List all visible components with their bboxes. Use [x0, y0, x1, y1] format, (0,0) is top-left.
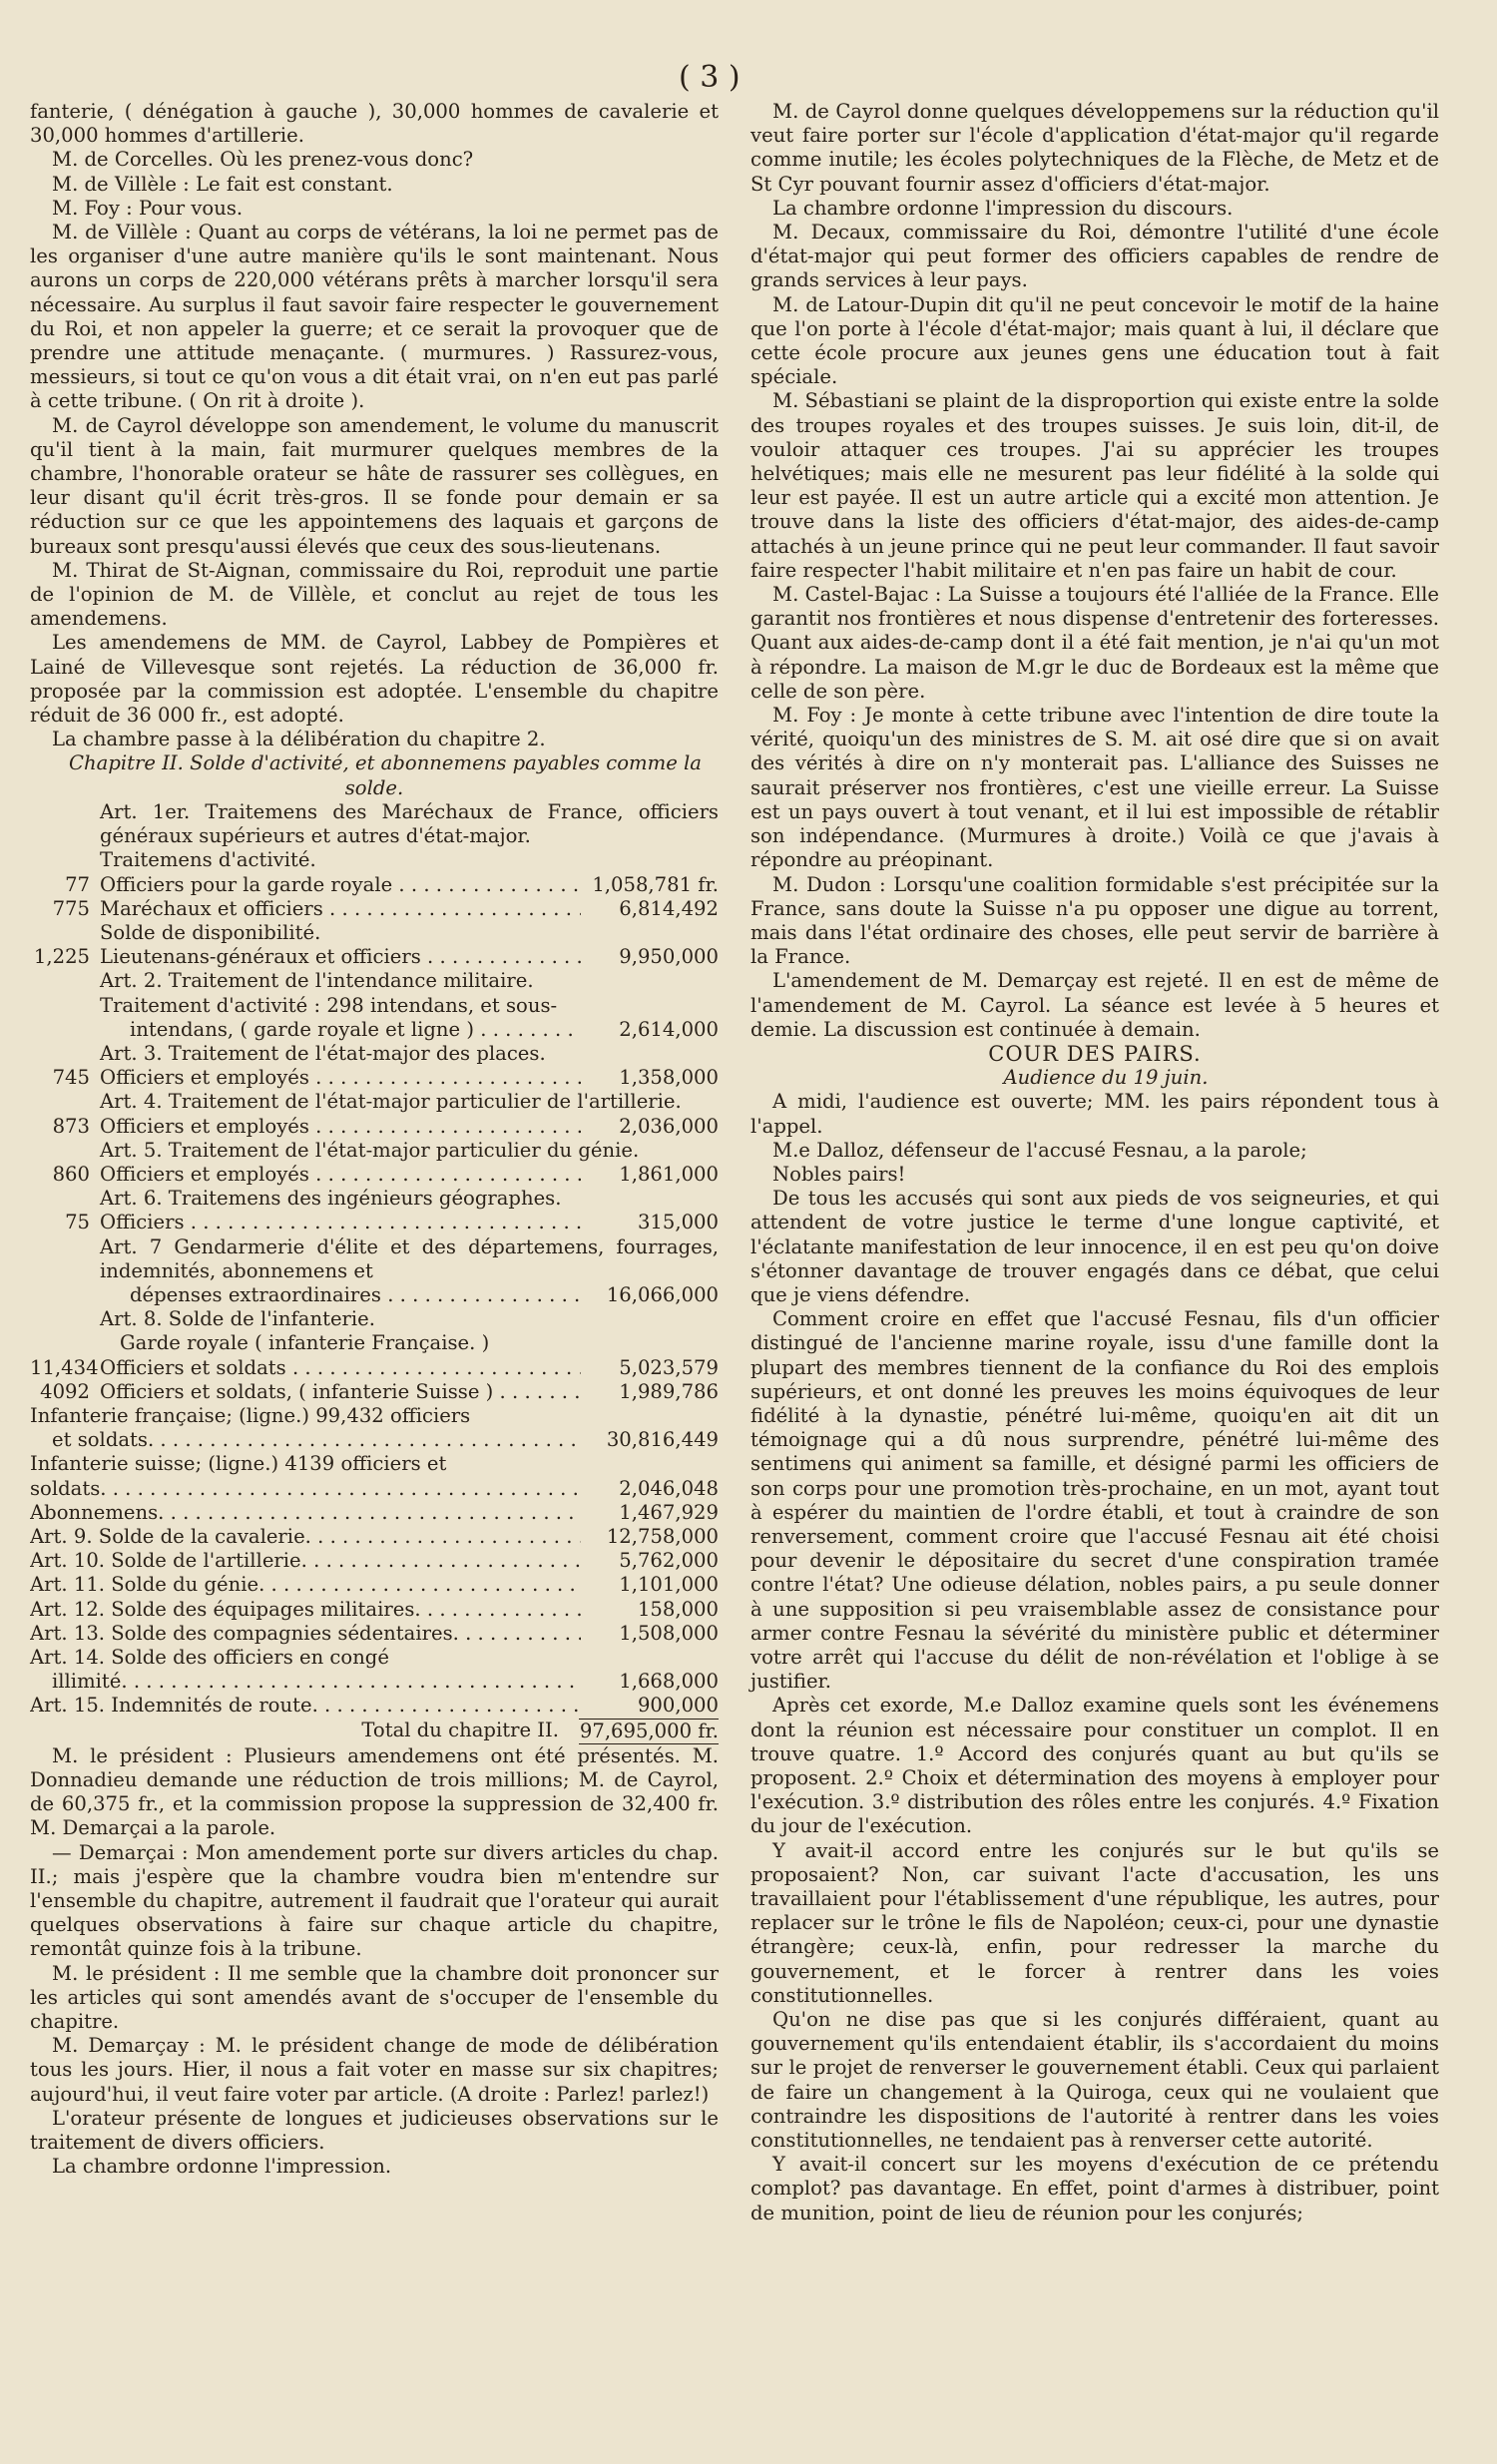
article-heading: Art. 5. Traitement de l'état-major particulier du génie. [100, 1138, 640, 1162]
budget-row: Art. 13. Solde des compagnies sédentaires. . . . 1,508,000 [30, 1622, 719, 1646]
article-text: Infanterie française; (ligne.) 99,432 officiers [30, 1403, 471, 1427]
paragraph: — Demarçai : Mon amendement porte sur divers articles du chap. II.; mais j'espère que la chambre voudra bien m'entendre sur l'ensemble du chapitre, autrement il faudrait que l'orateur qui aurait quelques observations à faire sur chaque article du chapitre, remontât quinze fois à la tribune. [30, 1840, 719, 1961]
paragraph: De tous les accusés qui sont aux pieds de vos seigneuries, et qui attendent de votre justice le terme d'une longue captivité, et l'éclatante manifestation de leur innocence, il en est peu qu'on doive s'étonner davantage de trouver engagés dans ce débat, que celui que je viens défendre. [750, 1187, 1439, 1306]
paragraph: M. Demarçay : M. le président change de mode de délibération tous les jours. Hier, il nous a fait voter en masse sur six chapitres; aujourd'hui, il veut faire voter par article. (A droite : Parlez! parlez!) [30, 2034, 719, 2106]
budget-row: 11,434 Officiers et soldats . . . 5,023,579 [30, 1356, 719, 1380]
paragraph: Y avait-il concert sur les moyens d'exécution de ce prétendu complot? pas davantage. En effet, point d'armes à distribuer, point de munition, point de lieu de réunion pour les conjurés; [750, 2153, 1439, 2224]
budget-row: et soldats. . . . 30,816,449 [30, 1428, 719, 1452]
paragraph: M. de Latour-Dupin dit qu'il ne peut concevoir le motif de la haine que l'on porte à l'école d'état-major; mais quant à lui, il déclare que cette école procure aux jeunes gens une éducation tout à fait spéciale. [750, 292, 1439, 389]
paragraph: La chambre ordonne l'impression du discours. [772, 196, 1234, 220]
budget-row: Art. 9. Solde de la cavalerie. . . . 12,758,000 [30, 1525, 719, 1549]
budget-row: Art. 12. Solde des équipages militaires. . . . 158,000 [30, 1598, 719, 1622]
section-subheading: Audience du 19 juin. [1003, 1066, 1209, 1090]
article-heading: Art. 1er. Traitemens des Maréchaux de France, officiers généraux supérieurs et autres d'état-major. [100, 799, 719, 848]
budget-row: illimité. . . . 1,668,000 [30, 1670, 719, 1694]
article-heading: Art. 7 Gendarmerie d'élite et des départemens, fourrages, indemnités, abonnemens et [100, 1234, 719, 1282]
paragraph: M. de Villèle : Quant au corps de vétérans, la loi ne permet pas de les organiser d'une autre manière qu'ils le sont maintenant. Nous aurons un corps de 220,000 vétérans prêts à marcher lorsqu'il sera nécessaire. Au surplus il faut savoir faire respecter le gouvernement du Roi, et non appeler la guerre; et ce serait la provoquer que de prendre une attitude menaçante. ( murmures. ) Rassurez-vous, messieurs, si tout ce qu'on vous a dit était vrai, on n'en eut pas parlé à cette tribune. ( On rit à droite ). [30, 221, 719, 413]
paragraph: M. de Villèle : Le fait est constant. [52, 172, 393, 196]
budget-row: soldats. . . . 2,046,048 [30, 1477, 719, 1501]
left-column [30, 100, 719, 2179]
budget-row: Art. 11. Solde du génie. . . . 1,101,000 [30, 1573, 719, 1597]
budget-row: 745 Officiers et employés . . . 1,358,000 [30, 1066, 719, 1090]
article-heading: Art. 2. Traitement de l'intendance militaire. [100, 969, 534, 993]
page-number: ( 3 ) [679, 60, 741, 95]
paragraph: M. Thirat de St-Aignan, commissaire du Roi, reproduit une partie de l'opinion de M. de Villèle, et conclut au rejet de tous les amendemens. [30, 558, 719, 631]
article-heading: Art. 4. Traitement de l'état-major particulier de l'artillerie. [100, 1090, 682, 1114]
paragraph: M. de Cayrol donne quelques développemens sur la réduction qu'il veut faire porter sur l'école d'application d'état-major qu'il regarde comme inutile; les écoles polytechniques de la Flèche, de Metz et de St Cyr pouvant fournir assez d'officiers d'état-major. [750, 100, 1439, 196]
paragraph: fanterie, ( dénégation à gauche ), 30,000 hommes de cavalerie et 30,000 hommes d'artillerie. [30, 100, 719, 148]
paragraph: M. le président : Il me semble que la chambre doit prononcer sur les articles qui sont amendés avant de s'occuper de l'ensemble du chapitre. [30, 1961, 719, 2034]
budget-row: intendans, ( garde royale et ligne ) . . . 2,614,000 [30, 1018, 719, 1042]
budget-row: Abonnemens. . . . 1,467,929 [30, 1501, 719, 1525]
paragraph: La chambre passe à la délibération du chapitre 2. [52, 728, 546, 751]
paragraph: Nobles pairs! [772, 1162, 906, 1186]
paragraph: M. de Cayrol développe son amendement, le volume du manuscrit qu'il tient à la main, fait murmurer quelques membres de la chambre, l'honorable orateur se hâte de rassurer ses collègues, en leur disant qu'il écrit très-gros. Il se fonde pour demain er sa réduction sur ce que les appointemens des laquais et garçons de bureaux sont presqu'aussi élevés que ceux des sous-lieutenans. [30, 413, 719, 558]
section-label: Solde de disponibilité. [100, 920, 321, 944]
paragraph: Qu'on ne dise pas que si les conjurés différaient, quant au gouvernement qu'ils entendaient établir, ils s'accordaient du moins sur le projet de renverser le gouvernement établi. Ceux qui parlaient de faire un changement à la Quiroga, ceux qui ne voulaient que contraindre les dispositions de l'autorité à rentrer dans les voies constitutionnelles, ne tendaient pas à renverser cette autorité. [750, 2008, 1439, 2153]
paragraph: L'amendement de M. Demarçay est rejeté. Il en est de même de l'amendement de M. Cayrol. La séance est levée à 5 heures et demie. La discussion est continuée à demain. [750, 969, 1439, 1041]
chapter-title: Chapitre II. Solde d'activité, et abonnemens payables comme la solde. [69, 751, 702, 799]
article-text: Infanterie suisse; (ligne.) 4139 officiers et [30, 1452, 447, 1476]
budget-row: 77 Officiers pour la garde royale . . . 1,058,781 fr. [30, 873, 719, 897]
paragraph: Y avait-il accord entre les conjurés sur le but qu'ils se proposaient? Non, car suivant l'acte d'accusation, les uns travaillaient pour l'établissement d'une république, les autres, pour replacer sur le trône le fils de Napoléon; ceux-ci, pour une dynastie étrangère; ceux-là, enfin, pour redresser la marche du gouvernement, et le forcer à rentrer dans les voies constitutionnelles. [750, 1838, 1439, 2007]
budget-row: 75 Officiers . . . 315,000 [30, 1211, 719, 1234]
paragraph: L'orateur présente de longues et judicieuses observations sur le traitement de divers officiers. [30, 2106, 719, 2155]
section-label: Garde royale ( infanterie Française. ) [120, 1331, 490, 1355]
paragraph: Comment croire en effet que l'accusé Fesnau, fils d'un officier distingué de l'ancienne marine royale, issu d'une famille dont la plupart des membres tiennent de la confiance du Roi des emplois supérieurs, et ont donné les preuves les moins équivoques de leur fidélité à la dynastie, pénétré lui-même, quoiqu'en ait dit un témoignage qui a dû nous surprendre, pénétré lui-même des sentimens qui animent sa famille, et désigné parmi les officiers de son corps pour une promotion très-prochaine, en un mot, ayant tout à espérer du maintien de l'ordre établi, et tout à craindre de son renversement, comment croire que l'accusé Fesnau ait été choisi pour devenir le dépositaire du secret d'une conspiration tramée contre l'état? Une odieuse délation, nobles pairs, a pu seule donner à une supposition si peu vraisemblable assez de consistance pour armer contre Fesnau la sévérité du ministère public et déterminer votre arrêt qui l'accuse du délit de non-révélation et l'oblige à se justifier. [750, 1307, 1439, 1694]
article-text: Traitement d'activité : 298 intendans, et sous- [100, 993, 558, 1017]
paragraph: M. de Corcelles. Où les prenez-vous donc? [52, 148, 474, 172]
article-heading: Art. 3. Traitement de l'état-major des places. [100, 1041, 546, 1065]
paragraph: M. Sébastiani se plaint de la disproportion qui existe entre la solde des troupes royales et des troupes suisses. Je suis loin, dit-il, de vouloir attaquer ces troupes. J'ai su apprécier les troupes helvétiques; mais elle ne mesurent pas leur fidélité à la solde qui leur est payée. Il est un autre article qui a excité mon attention. Je trouve dans la liste des officiers d'état-major, des aides-de-camp attachés à un jeune prince qui ne peut leur commander. Il faut savoir faire respecter l'habit militaire et n'en pas faire un habit de cour. [750, 389, 1439, 582]
article-heading: Art. 8. Solde de l'infanterie. [100, 1307, 376, 1331]
paragraph: M. Foy : Pour vous. [52, 196, 244, 220]
budget-row: 775 Maréchaux et officiers . . . 6,814,492 [30, 897, 719, 921]
right-column [750, 100, 1439, 2225]
budget-row: Art. 10. Solde de l'artillerie. . . . 5,762,000 [30, 1549, 719, 1573]
paragraph: Après cet exorde, M.e Dalloz examine quels sont les événemens dont la réunion est nécessaire pour constituer un complot. Il en trouve quatre. 1.º Accord des conjurés quant au but qu'ils se proposent. 2.º Choix et détermination des moyens à employer pour l'exécution. 3.º distribution des rôles entre les conjurés. 4.º Fixation du jour de l'exécution. [750, 1694, 1439, 1838]
section-heading: COUR DES PAIRS. [988, 1041, 1202, 1066]
budget-row: 860 Officiers et employés . . . 1,861,000 [30, 1163, 719, 1187]
paragraph: M. Decaux, commissaire du Roi, démontre l'utilité d'une école d'état-major qui peut former des officiers capables de rendre de grands services à leur pays. [750, 221, 1439, 292]
section-label: Traitemens d'activité. [100, 848, 316, 872]
article-text: Art. 14. Solde des officiers en congé [30, 1646, 389, 1669]
paragraph: Les amendemens de MM. de Cayrol, Labbey de Pompières et Lainé de Villevesque sont rejetés. La réduction de 36,000 fr. proposée par la commission est adoptée. L'ensemble du chapitre réduit de 36 000 fr., est adopté. [30, 631, 719, 728]
budget-row: dépenses extraordinaires . . . 16,066,000 [30, 1283, 719, 1307]
paragraph: M. le président : Plusieurs amendemens ont été présentés. M. Donnadieu demande une réduction de trois millions; M. de Cayrol, de 60,375 fr., et la commission propose la suppression de 32,400 fr. M. Demarçai a la parole. [30, 1743, 719, 1840]
paragraph: M. Dudon : Lorsqu'une coalition formidable s'est précipitée sur la France, sans doute la Suisse n'a pu opposer une digue au torrent, mais dans l'état ordinaire des choses, elle peut servir de barrière à la France. [750, 872, 1439, 969]
budget-row: Art. 15. Indemnités de route. . . . 900,000 [30, 1694, 719, 1718]
paragraph: M. Foy : Je monte à cette tribune avec l'intention de dire toute la vérité, quoiqu'un des ministres de S. M. ait osé dire que si on avait des vérités à dire on n'y monterait pas. L'alliance des Suisses ne saurait préserver nos frontières, c'est une vieille erreur. La Suisse est un pays ouvert à tout venant, et il lui est impossible de rétablir son indépendance. (Murmures à droite.) Voilà ce que j'avais à répondre au préopinant. [750, 704, 1439, 872]
paragraph: A midi, l'audience est ouverte; MM. les pairs répondent tous à l'appel. [750, 1090, 1439, 1138]
budget-row: 1,225 Lieutenans-généraux et officiers . . . 9,950,000 [30, 945, 719, 969]
paragraph: M.e Dalloz, défenseur de l'accusé Fesnau, a la parole; [772, 1138, 1307, 1162]
chapter-total: Total du chapitre II. 97,695,000 fr. [30, 1719, 719, 1744]
budget-row: 873 Officiers et employés . . . 2,036,000 [30, 1115, 719, 1139]
paragraph: La chambre ordonne l'impression. [52, 2155, 392, 2179]
paragraph: M. Castel-Bajac : La Suisse a toujours été l'alliée de la France. Elle garantit nos frontières et nous dispense d'entretenir des forteresses. Quant aux aides-de-camp dont il a été fait mention, je n'ai qu'un mot à répondre. La maison de M.gr le duc de Bordeaux est la même que celle de son père. [750, 583, 1439, 703]
article-heading: Art. 6. Traitemens des ingénieurs géographes. [100, 1187, 562, 1211]
budget-row: 4092 Officiers et soldats, ( infanterie Suisse ) . . . 1,989,786 [30, 1380, 719, 1404]
